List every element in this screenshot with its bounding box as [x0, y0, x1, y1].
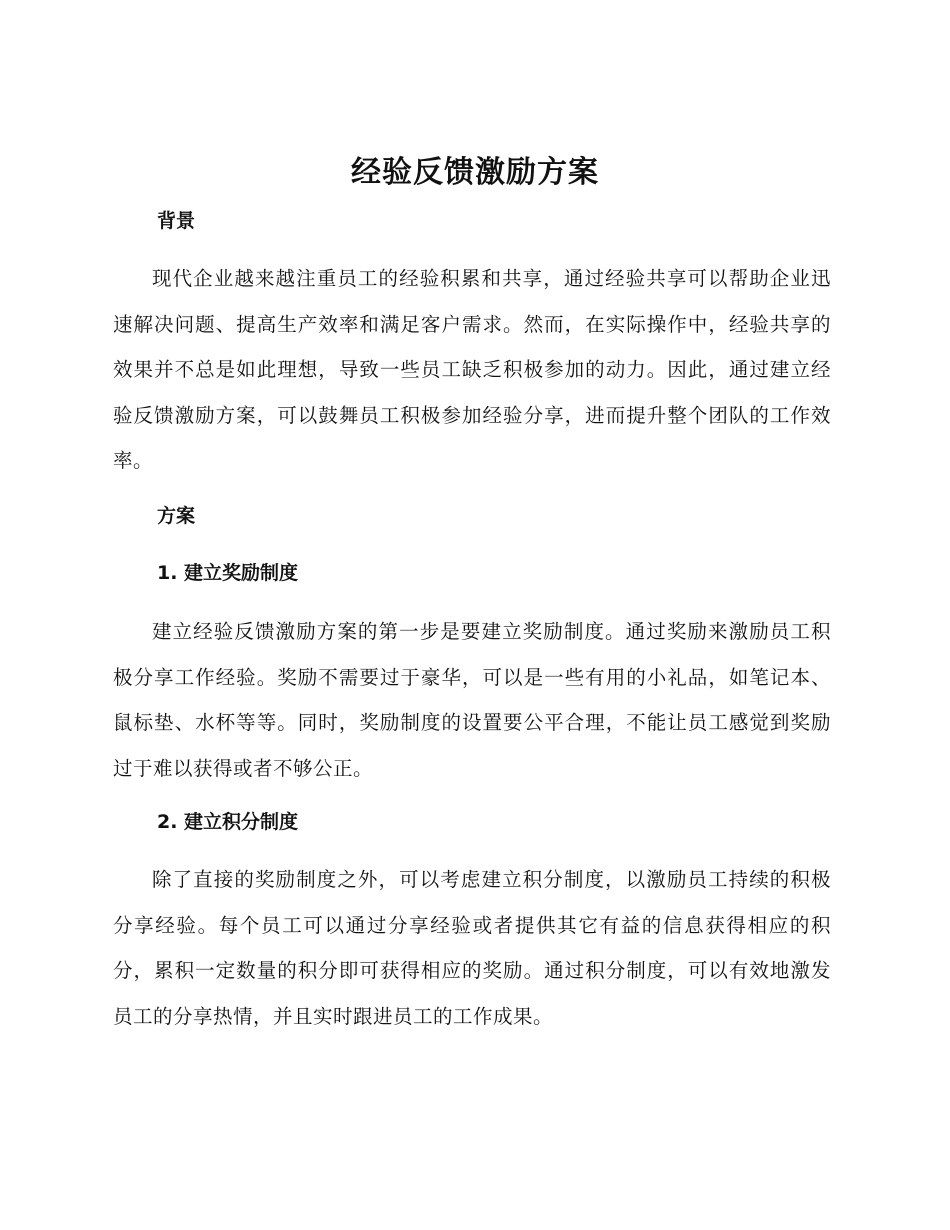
section-heading-plan: 方案 [157, 505, 196, 527]
document-title: 经验反馈激励方案 [351, 155, 599, 190]
subheading-points-system: 2. 建立积分制度 [157, 811, 299, 833]
paragraph-background: 现代企业越来越注重员工的经验积累和共享，通过经验共享可以帮助企业迅速解决问题、提高生产效率和满足客户需求。然而，在实际操作中，经验共享的效果并不总是如此理想，导致一些员工缺乏积极参加的动力。因此，通过建立经验反馈激励方案，可以鼓舞员工积极参加经验分享，进而提升整个团队的工作效率。 [113, 267, 831, 473]
paragraph-reward-system: 建立经验反馈激励方案的第一步是要建立奖励制度。通过奖励来激励员工积极分享工作经验。奖励不需要过于豪华，可以是一些有用的小礼品，如笔记本、鼠标垫、水杯等等。同时，奖励制度的设置要公平合理，不能让员工感觉到奖励过于难以获得或者不够公正。 [113, 620, 831, 780]
section-heading-background: 背景 [157, 210, 196, 232]
subheading-reward-system: 1. 建立奖励制度 [157, 562, 299, 584]
paragraph-points-system: 除了直接的奖励制度之外，可以考虑建立积分制度，以激励员工持续的积极分享经验。每个员工可以通过分享经验或者提供其它有益的信息获得相应的积分，累积一定数量的积分即可获得相应的奖励。通过积分制度，可以有效地激发员工的分享热情，并且实时跟进员工的工作成果。 [113, 868, 831, 1028]
